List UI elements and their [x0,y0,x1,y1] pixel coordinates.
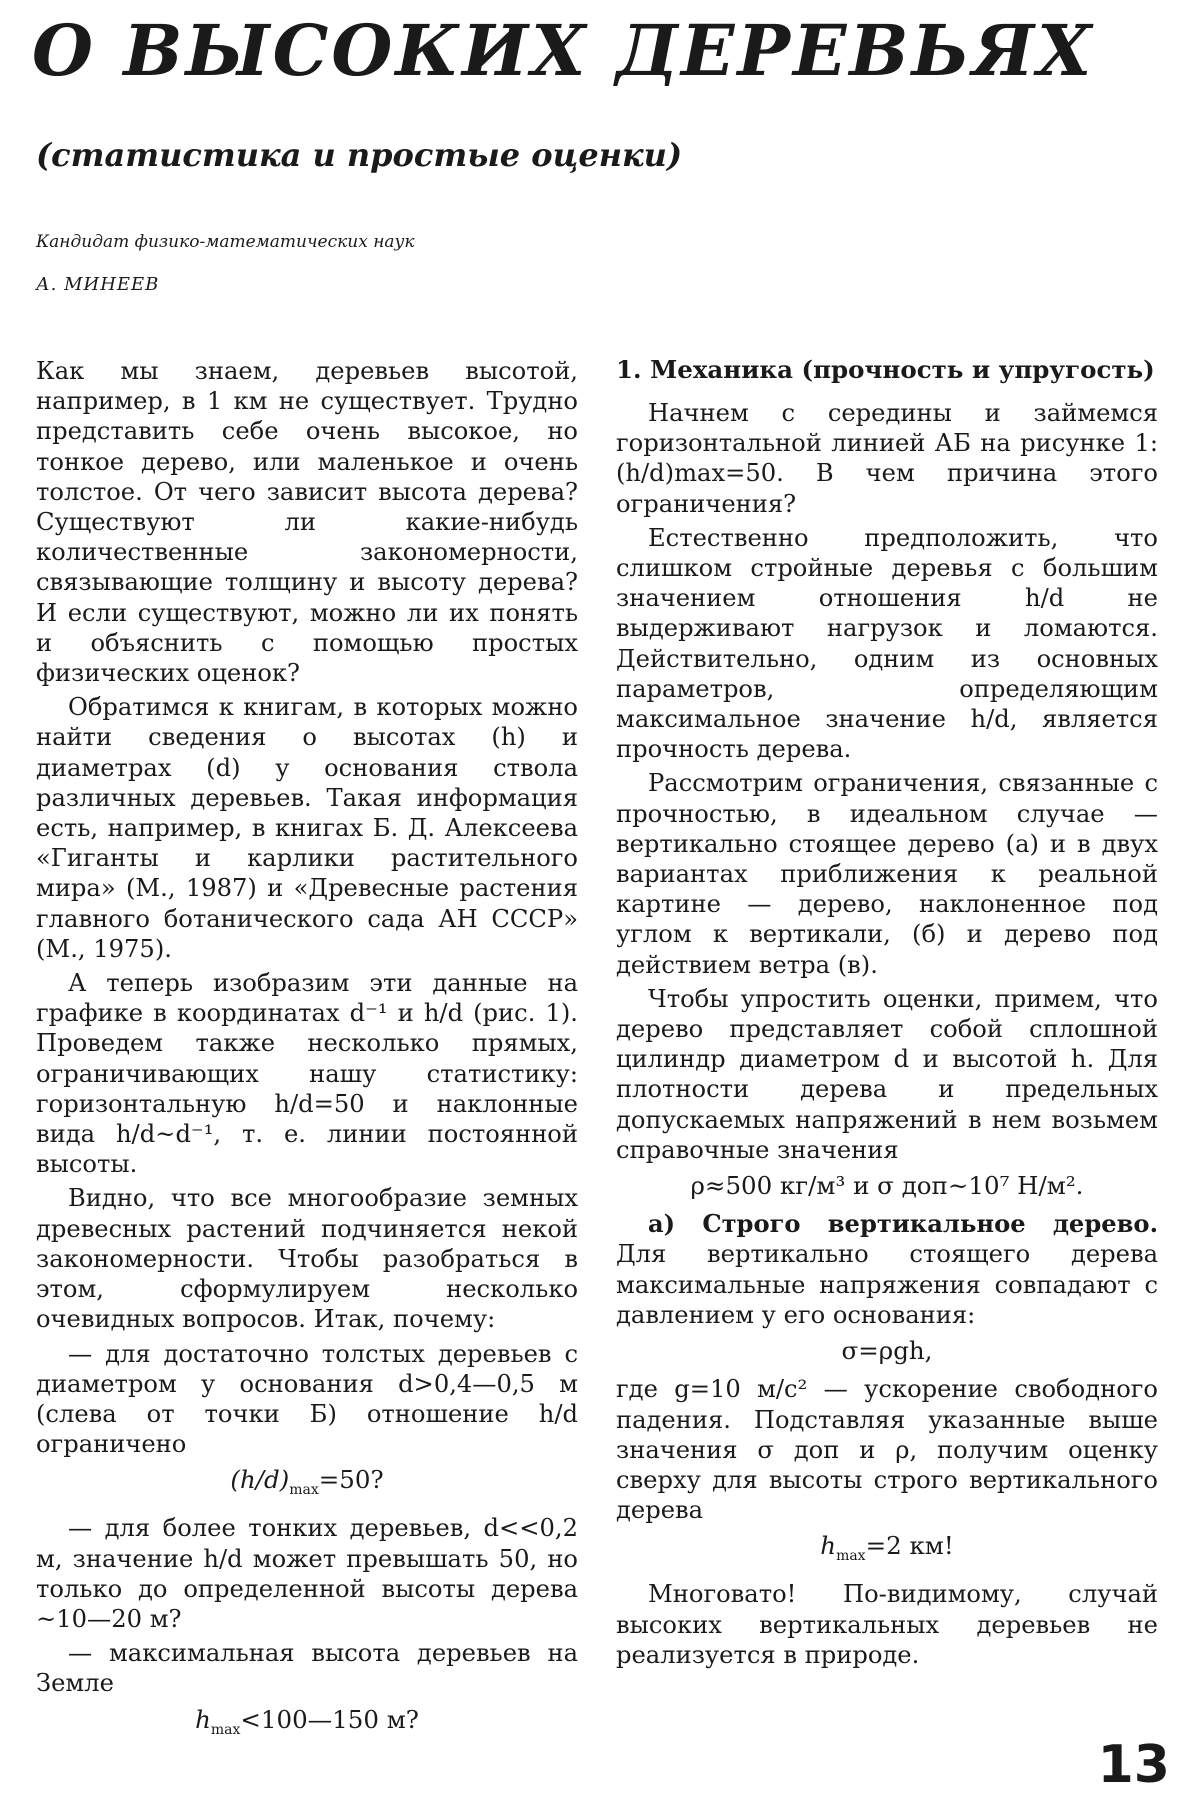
formula-main: h [195,1704,211,1734]
formula-hd-max [36,1465,578,1505]
section-heading: 1. Механика (прочность и упругость) [616,355,1155,384]
formula-stress: σ=ρgh, [841,1336,933,1366]
page-number: 13 [1097,1735,1170,1795]
subsection-lead: а) Строго вертикальное дерево. [648,1209,1158,1239]
paragraph: Чтобы упростить оценки, примем, что дерево представляет собой сплошной цилиндр диаметром d и высотой h. Для плотности дерева и предельных допускаемых напряжений в нем возьмем справочные значения [616,984,1158,1164]
formula-tail: =50? [318,1465,384,1495]
article-subtitle: (статистика и простые оценки) [36,136,683,174]
paragraph: Начнем с середины и займемся горизонтальной линией АБ на рисунке 1: (h/d)max=50. В чем причина этого ограничения? [616,399,1158,518]
paragraph: Обратимся к книгам, в которых можно найти сведения о высотах (h) и диаметрах (d) у основания ствола различных деревьев. Такая информация есть, например, в книгах Б. Д. Алексеева «Гиганты и карлики растительного мира» (М., 1987) и «Древесные растения главного ботанического сада АН СССР» (М., 1975). [36,693,578,963]
paragraph: Многовато! По-видимому, случай высоких вертикальных деревьев не реализуется в природе. [616,1580,1158,1669]
formula-main: (h/d) [230,1465,290,1495]
author-degree: Кандидат физико-математических наук [36,232,415,252]
paragraph: Как мы знаем, деревьев высотой, например, в 1 км не существует. Трудно представить себе очень высокое, но тонкое дерево, или маленькое и очень толстое. От чего зависит высота дерева? Существуют ли какие-нибудь количественные закономерности, связывающие толщину и высоту дерева? И если существуют, можно ли их понять и объяснить с помощью простых физических оценок? [36,357,578,688]
formula-main: h [820,1531,837,1561]
paragraph: Видно, что все многообразие земных древесных растений подчиняется некой закономерности. Чтобы разобраться в этом, сформулируем несколько очевидных вопросов. Итак, почему: [36,1184,578,1334]
author-name: А. МИНЕЕВ [36,274,160,295]
paragraph: Естественно предположить, что слишком стройные деревья с большим значением отношения h/d не выдерживают нагрузок и ломаются. Действительно, одним из основных параметров, определяющим максимальное значение h/d, является прочность дерева. [616,523,1158,764]
formula-h-max [36,1705,578,1745]
formula-subscript: max [289,1482,319,1499]
paragraph-text: Для вертикально стоящего дерева максимальные напряжения совпадают с давлением у его основания: [616,1240,1158,1329]
right-column [616,354,1158,1674]
paragraph: Рассмотрим ограничения, связанные с прочностью, в идеальном случае — вертикально стоящее дерево (а) и в двух вариантах приближения к реальной картине — дерево, наклоненное под углом к вертикали, (б) и дерево под действием ветра (в). [616,769,1158,979]
formula-h-max-estimate [616,1531,1158,1571]
question-item: — для достаточно толстых деревьев с диаметром у основания d>0,4—0,5 м (слева от точки Б) отношение h/d ограничено [36,1339,578,1459]
left-column [36,356,578,1753]
formula-subscript: max [836,1548,866,1565]
paragraph [616,1209,1158,1330]
paragraph: где g=10 м/с² — ускорение свободного падения. Подставляя указанные выше значения σ доп и ρ, получим оценку сверху для высоты строго вертикального дерева [616,1375,1158,1525]
article-title: О ВЫСОКИХ ДЕРЕВЬЯХ [32,9,1095,92]
question-item: — для более тонких деревьев, d<<0,2 м, значение h/d может превышать 50, но только до определенной высоты дерева ~10—20 м? [36,1514,578,1634]
formula-subscript: max [210,1721,241,1738]
formula-reference-values: ρ≈500 кг/м³ и σ доп~10⁷ Н/м². [690,1171,1084,1201]
question-item: — максимальная высота деревьев на Земле [36,1639,578,1698]
formula-tail: =2 км! [865,1531,954,1561]
paragraph: А теперь изобразим эти данные на графике в координатах d⁻¹ и h/d (рис. 1). Проведем также несколько прямых, ограничивающих нашу статистику: горизонтальную h/d=50 и наклонные вида h/d~d⁻¹, т. е. линии постоянной высоты. [36,969,578,1179]
formula-tail: <100—150 м? [240,1704,419,1734]
